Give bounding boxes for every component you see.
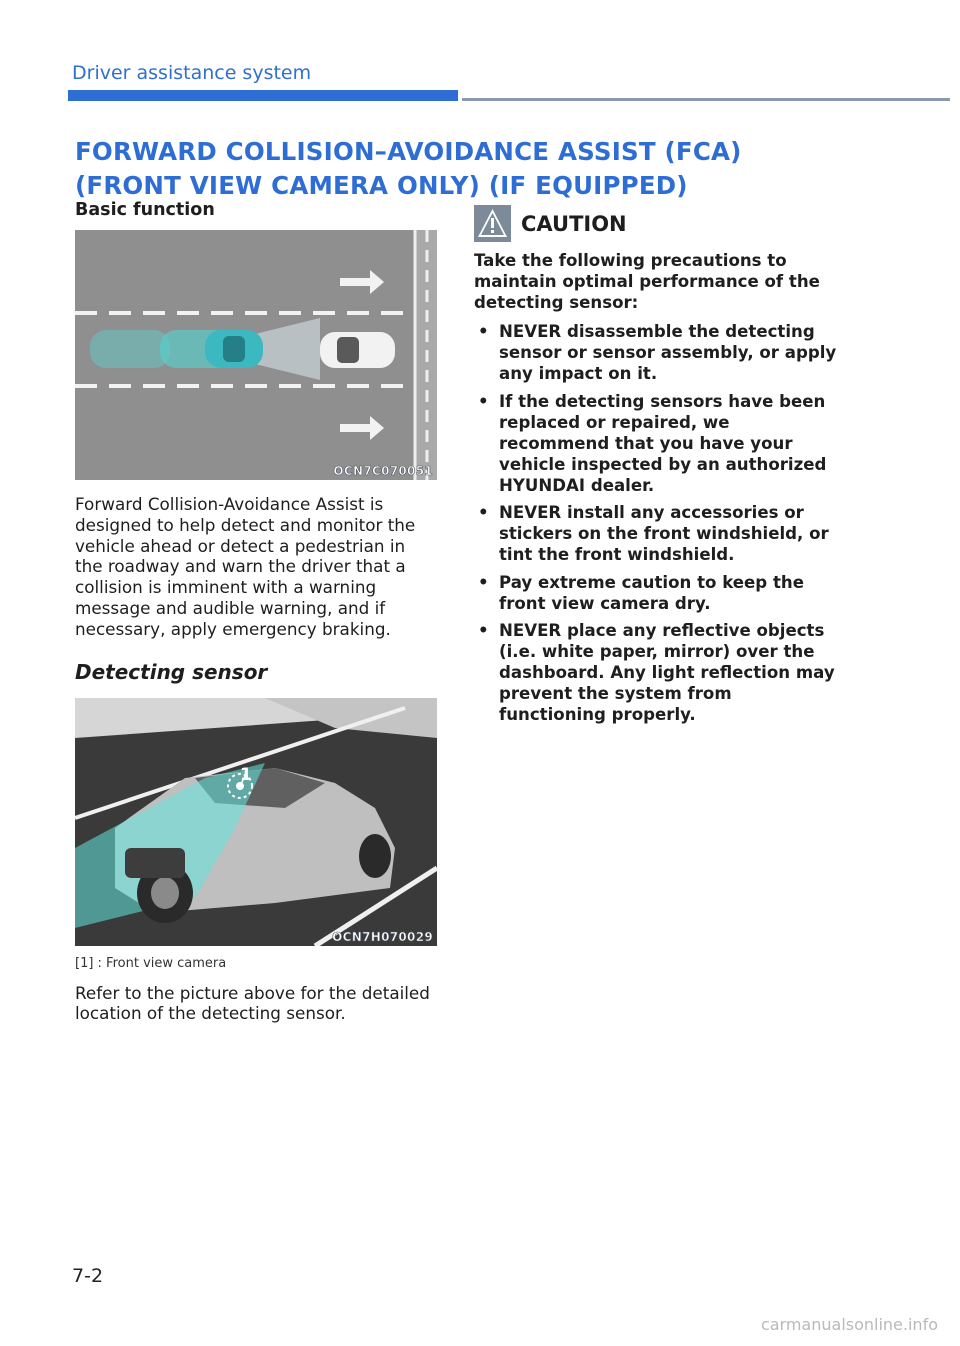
road-illustration xyxy=(75,230,437,480)
caution-item: • Pay extreme caution to keep the front view camera dry. xyxy=(474,572,844,614)
watermark: carmanualsonline.info xyxy=(760,1315,938,1334)
caution-list xyxy=(474,321,844,725)
right-column xyxy=(474,205,844,732)
caution-label: CAUTION xyxy=(521,211,627,236)
basic-function-heading: Basic function xyxy=(75,200,215,220)
warning-icon xyxy=(474,205,511,242)
detecting-sensor-figure xyxy=(75,698,437,946)
header-bar-rule xyxy=(462,98,950,101)
caution-item: • NEVER disassemble the detecting sensor or sensor assembly, or apply any impact on it. xyxy=(474,321,844,384)
detecting-sensor-text: Refer to the picture above for the detailed location of the detecting sensor. xyxy=(75,982,430,1024)
running-header: Driver assistance system xyxy=(72,62,312,84)
detecting-sensor-heading: Detecting sensor xyxy=(75,659,268,684)
caution-header xyxy=(474,205,844,242)
caution-item: • NEVER install any accessories or stickers on the front windshield, or tint the front windshield. xyxy=(474,502,844,565)
header-bar-accent xyxy=(68,90,458,101)
figure-code-label: OCN7C070051 xyxy=(333,464,433,478)
camera-callout-number: 1 xyxy=(240,764,252,785)
caution-intro: Take the following precautions to maintain optimal performance of the detecting sensor: xyxy=(474,251,820,312)
figure-code-label: OCN7H070029 xyxy=(332,929,433,944)
car-camera-illustration xyxy=(75,698,437,946)
fca-basic-figure xyxy=(75,230,437,480)
caution-item: • NEVER place any reflective objects (i.e. white paper, mirror) over the dashboard. Any light reflection may prevent the system from functioning properly. xyxy=(474,620,844,725)
page-title: FORWARD COLLISION–AVOIDANCE ASSIST (FCA) (FRONT VIEW CAMERA ONLY) (IF EQUIPPED) xyxy=(75,137,742,200)
basic-function-text: Forward Collision-Avoidance Assist is designed to help detect and monitor the vehicle ahead or detect a pedestrian in the roadway and warn the driver that a collision is imminent with a warning message and audible warning, and if necessary, apply emergency braking. xyxy=(75,494,416,639)
caution-item: • If the detecting sensors have been replaced or repaired, we recommend that you have your vehicle inspected by an authorized HYUNDAI dealer. xyxy=(474,391,844,496)
left-column xyxy=(75,200,437,1024)
figure-caption: [1] : Front view camera xyxy=(75,955,227,971)
page-number: 7-2 xyxy=(72,1265,104,1287)
